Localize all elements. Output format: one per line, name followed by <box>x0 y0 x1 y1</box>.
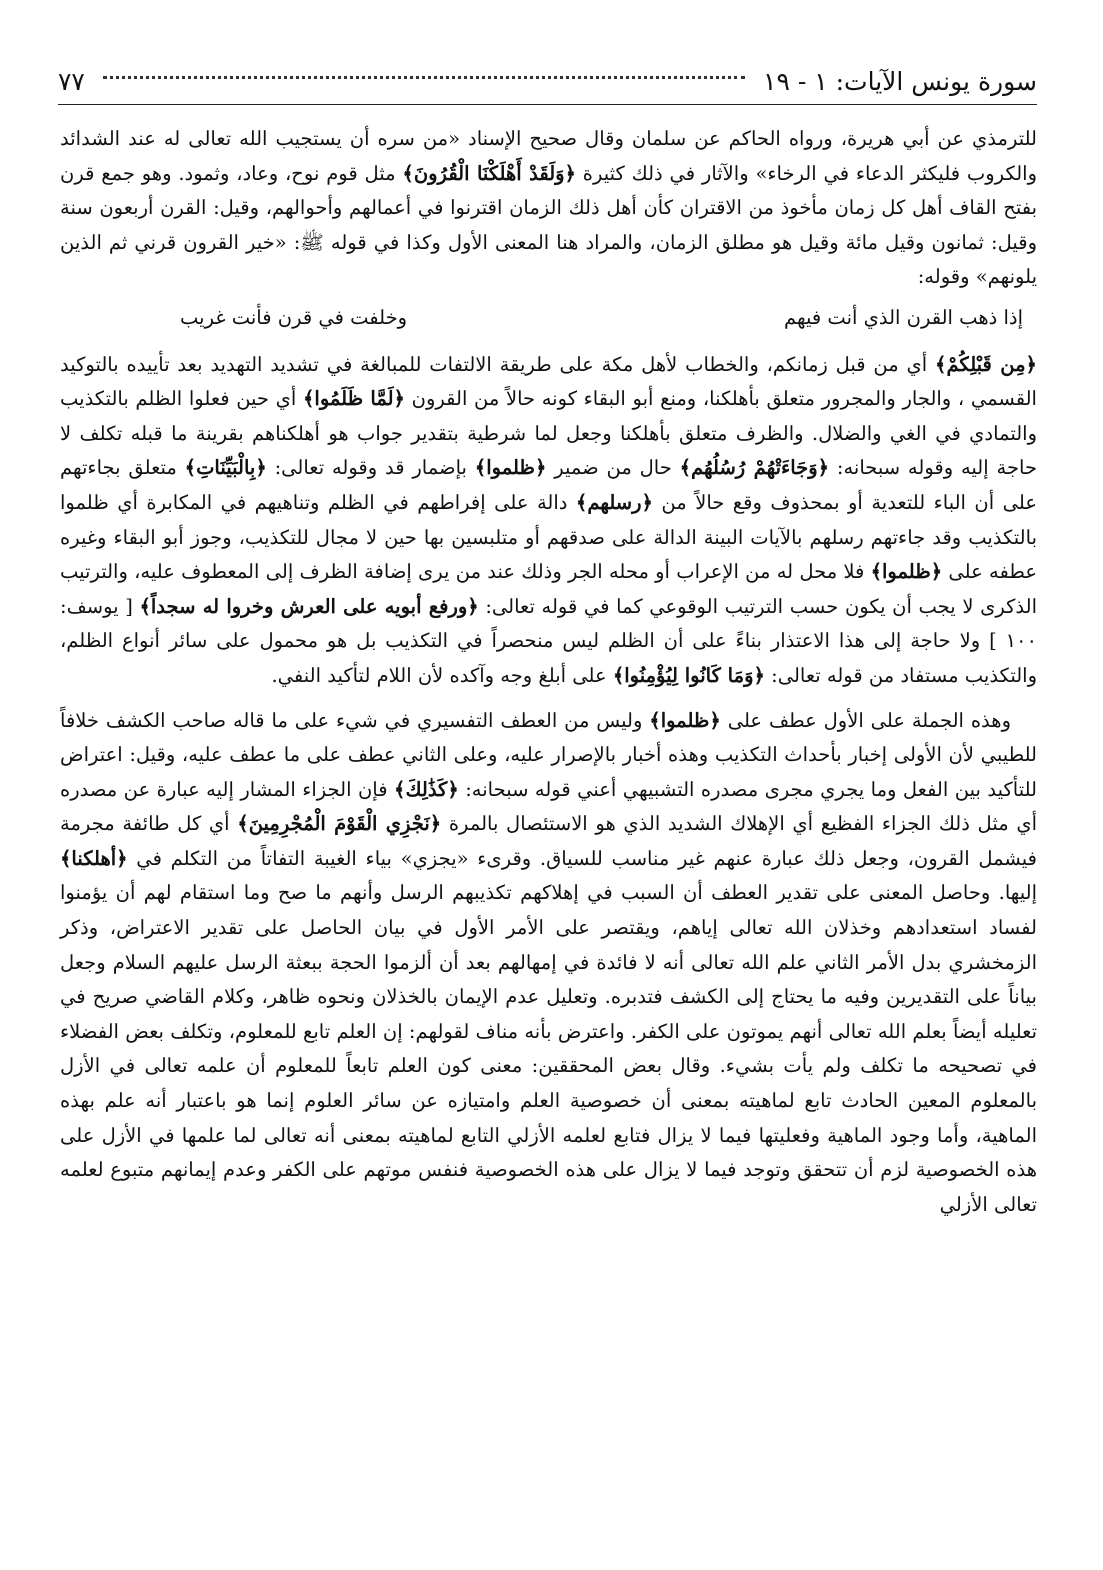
text-run: فإن الجزاء المشار إليه عبارة عن مصدره أي مثل ذلك الجزاء الفظيع أي الإهلاك الشديد الذي هو الاستئصال بالمرة <box>60 777 1037 836</box>
text-run: على أبلغ وجه وآكده لأن اللام لتأكيد النفي. <box>271 663 613 687</box>
quran-quote: ﴿نَجْزِي الْقَوْمَ الْمُجْرِمِينَ﴾ <box>237 812 442 836</box>
page-number: ٧٧ <box>58 66 85 96</box>
text-run: دالة على إفراطهم في الظلم وتناهيهم في المكابرة أي ظلموا بالتكذيب وقد جاءتهم رسلهم بالآيات البينة الدالة على صدقهم أو متلبسين بها حين لا مجال للتكذيب، وجوز أبو البقاء وغيره عطفه على <box>60 490 1037 584</box>
verse-first-hemistich: إذا ذهب القرن الذي أنت فيهم <box>784 305 1023 329</box>
text-run: متعلق بجاءتهم على أن الباء للتعدية أو بمحذوف وقع حالاً من <box>60 456 1037 514</box>
page-body <box>60 122 1037 1222</box>
quran-quote: ﴿ظلموا﴾ <box>649 708 721 732</box>
text-run: للترمذي عن أبي هريرة، ورواه الحاكم عن سلمان وقال صحيح الإسناد «من سره أن يستجيب الله تعالى له عند الشدائد والكروب فليكثر الدعاء في الرخاء» والآثار في ذلك كثيرة <box>60 127 1037 185</box>
text-run: أي من قبل زمانكم، والخطاب لأهل مكة على طريقة الالتفات للمبالغة في تشديد التهديد بعد تأييده بالتوكيد القسمي ، والجار والمجرور متعلق بأهلكنا، ومنع أبو البقاء كونه حالاً من القرون <box>60 352 1037 411</box>
poetry-verse <box>60 297 1037 342</box>
quran-quote: ﴿ظلموا﴾ <box>870 560 943 584</box>
quran-quote: ﴿ورفع أبويه على العرش وخروا له سجداً﴾ <box>139 594 479 618</box>
text-run: أي كل طائفة مجرمة فيشمل القرون، وجعل ذلك عبارة عنهم غير مناسب للسياق. وقرىء «يجزي» بياء الغيبة التفاتاً من التكلم في <box>60 812 1037 870</box>
text-run: بإضمار قد وقوله تعالى: <box>266 456 475 480</box>
paragraph-2 <box>60 348 1037 694</box>
quran-quote: ﴿مِن قَبْلِكُمْ﴾ <box>935 352 1037 376</box>
verse-second-hemistich: وخلفت في قرن فأنت غريب <box>180 305 408 329</box>
header-dot-leader <box>103 76 745 79</box>
text-run: وليس من العطف التفسيري في شيء على ما قاله صاحب الكشف خلافاً للطيبي لأن الأولى إخبار بأحداث التكذيب وهذه أخبار بالإصرار عليه، وعلى الثاني عطف على ما عطف عليه، وقيل: اعتراض للتأكيد بين الفعل وما يجري مجرى مصدره التشبيهي أعني قوله سبحانه: <box>60 708 1037 801</box>
quran-quote: ﴿ظلموا﴾ <box>474 456 547 480</box>
text-run: [ يوسف: ١٠٠ ] ولا حاجة إلى هذا الاعتذار بناءً على أن الظلم ليس منحصراً في التكذيب بل هو محمول على سائر أنواع الظلم، والتكذيب مستفاد من قوله تعالى: <box>60 594 1037 687</box>
quran-quote: ﴿وَمَا كَانُوا لِيُؤْمِنُوا﴾ <box>612 663 765 687</box>
paragraph-3 <box>60 704 1037 1223</box>
quran-quote: ﴿بِالْبَيِّنَاتِ﴾ <box>184 456 267 480</box>
quran-quote: ﴿لَمَّا ظَلَمُوا﴾ <box>302 387 405 411</box>
text-run: مثل قوم نوح، وعاد، وثمود. وهو جمع قرن بفتح القاف أهل كل زمان مأخوذ من الاقتران كأن أهل ذلك الزمان اقترنوا في أعمالهم وأحوالهم، وقيل: القرن أربعون سنة وقيل: ثمانون وقيل مائة وقيل هو مطلق الزمان، والمراد هنا المعنى الأول وكذا في قوله ﷺ: «خير القرون قرني ثم الذين يلونهم» وقوله: <box>60 161 1037 289</box>
quran-quote: ﴿وَجَاءَتْهُمْ رُسُلُهُم﴾ <box>679 456 830 480</box>
text-run: وهذه الجملة على الأول عطف على <box>720 708 1011 732</box>
quran-quote: ﴿كَذَٰلِكَ﴾ <box>394 777 459 801</box>
text-run: فلا محل له من الإعراب أو محله الجر وذلك عند من يرى إضافة الظرف إلى المعطوف عليه، والترتيب الذكرى لا يجب أن يكون حسب الترتيب الوقوعي كما في قوله تعالى: <box>60 560 1037 618</box>
quran-quote: ﴿رسلهم﴾ <box>575 490 653 514</box>
text-run: حال من ضمير <box>546 456 680 480</box>
text-run: إليها. وحاصل المعنى على تقدير العطف أن السبب في إهلاكهم تكذيبهم الرسل وأنهم ما صح وما استقام لهم أن يؤمنوا لفساد استعدادهم وخذلان الله تعالى إياهم، ويقتصر على الأمر الأول في بيان الحاصل على تقدير الاعتراض، وذكر الزمخشري بدل الأمر الثاني علم الله تعالى أنه لا فائدة في إمهالهم بعد أن ألزموا الحجة ببعثة الرسل عليهم السلام وجعل بياناً على التقديرين وفيه ما يحتاج إلى الكشف فتدبره. وتعليل عدم الإيمان بالخذلان ونحوه ظاهر، وكلام القاضي صريح في تعليله أيضاً بعلم الله تعالى أنهم يموتون على الكفر. واعترض بأنه مناف لقولهم: إن العلم تابع للمعلوم، وتكلف بعض الفضلاء في تصحيحه ما تكلف ولم يأت بشيء. وقال بعض المحققين: معنى كون العلم تابعاً للمعلوم أن علمه تعالى في الأزل بالمعلوم المعين الحادث تابع لماهيته بمعنى أن خصوصية العلم وامتيازه عن سائر العلوم إنما هو باعتبار أنه علم بهذه الماهية، وأما وجود الماهية وفعليتها فيما لا يزال فتابع لعلمه الأزلي التابع لماهيته بمعنى أنه تعالى لما علمها في الأزل على هذه الخصوصية لزم أن تتحقق وتوجد فيما لا يزال على هذه الخصوصية فنفس موتهم على الكفر وعدم إيمانهم متبوع لعلمه تعالى الأزلي <box>60 881 1037 1216</box>
paragraph-1 <box>60 122 1037 295</box>
paragraph-gap <box>60 694 1037 704</box>
running-title: سورة يونس الآيات: ١ - ١٩ <box>763 66 1037 96</box>
text-run: أي حين فعلوا الظلم بالتكذيب والتمادي في الغي والضلال. والظرف متعلق بأهلكنا وجعل لما شرطية بتقدير جواب هو أهلكناهم بقرينة ما قبله تكلف لا حاجة إليه وقوله سبحانه: <box>60 387 1037 480</box>
page-header <box>58 58 1037 105</box>
quran-quote: ﴿وَلَقَدْ أَهْلَكْنَا الْقُرُونَ﴾ <box>402 161 576 185</box>
quran-quote: ﴿أهلكنا﴾ <box>60 846 128 870</box>
